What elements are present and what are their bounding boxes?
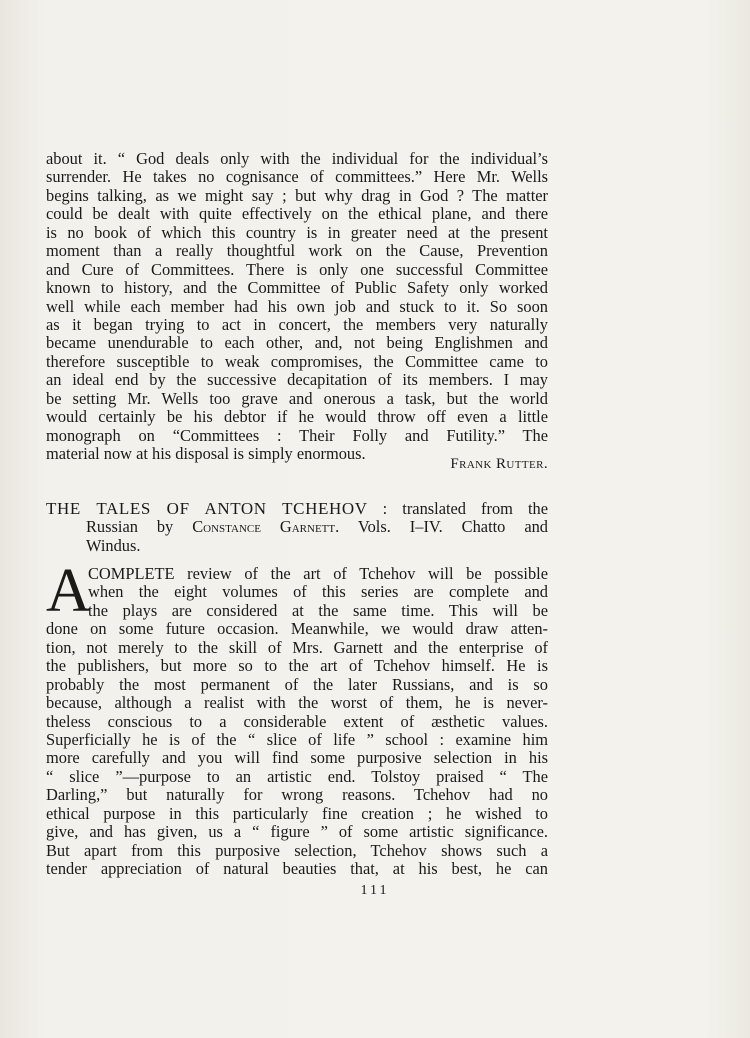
essay-paragraph (46, 150, 548, 463)
essay-line: be setting Mr. Wells too grave and onerous a task, but the world (46, 388, 548, 408)
essay-line: well while each member had his own job and stuck to it. So soon (46, 296, 548, 316)
review-heading-text: Russian by (86, 517, 193, 537)
review-line: the plays are considered at the same time. This will be (88, 600, 548, 620)
essay-line: moment than a really thoughtful work on the Cause, Prevention (46, 241, 548, 261)
review-line: tion, not merely to the skill of Mrs. Garnett and the enterprise of (46, 637, 548, 657)
review-line: give, and has given, us a “ figure ” of some artistic significance. (46, 822, 548, 842)
essay-line: about it. “ God deals only with the individual for the individual’s (46, 149, 548, 168)
review-book-title: THE TALES OF ANTON TCHEHOV (46, 499, 368, 518)
review-line: more carefully and you will find some purposive selection in his (46, 748, 548, 768)
essay-line: surrender. He takes no cognisance of committees.” Here Mr. Wells (46, 167, 548, 187)
essay-line: became unendurable to each other, and, not being Englishmen and (46, 333, 548, 353)
review-line: ethical purpose in this particularly fine creation ; he wished to (46, 803, 548, 823)
review-line: theless conscious to a considerable extent of æsthetic values. (46, 711, 548, 731)
review-heading (46, 500, 548, 555)
essay-line: would certainly be his debtor if he would throw off even a little (46, 407, 548, 427)
review-heading-line (46, 518, 548, 536)
essay-line: known to history, and the Committee of Public Safety only worked (46, 278, 548, 298)
review-line: the publishers, but more so to the art of Tchehov himself. He is (46, 656, 548, 676)
review-line: because, although a realist with the worst of them, he is never- (46, 693, 548, 713)
essay-line: begins talking, as we might say ; but why drag in God ? The matter (46, 185, 548, 205)
drop-cap: A (46, 557, 91, 625)
essay-line: and Cure of Committees. There is only one successful Committee (46, 259, 548, 279)
essay-line: material now at his disposal is simply enormous. (46, 444, 366, 463)
essay-line: is no book of which this country is in greater need at the present (46, 222, 548, 242)
review-line: But apart from this purposive selection, Tchehov shows such a (46, 840, 548, 860)
review-line: Darling,” but naturally for wrong reasons. Tchehov had no (46, 785, 548, 805)
review-translator: Constance Garnett (192, 517, 336, 537)
essay-line: therefore susceptible to weak compromises, the Committee came to (46, 351, 548, 371)
review-line: tender appreciation of natural beauties that, at his best, he can (46, 859, 548, 878)
author-signature: Frank Rutter. (450, 456, 548, 472)
essay-line: as it began trying to act in concert, the members very naturally (46, 314, 548, 334)
essay-line: could be dealt with quite effectively on the ethical plane, and there (46, 204, 548, 224)
review-line: probably the most permanent of the later Russians, and is so (46, 674, 548, 694)
review-heading-text: : translated from the (367, 499, 548, 518)
review-line: “ slice ”—purpose to an artistic end. Tolstoy praised “ The (46, 766, 548, 786)
review-line: done on some future occasion. Meanwhile, we would draw atten- (46, 619, 548, 639)
review-heading-text: . Vols. I–IV. Chatto and (335, 517, 548, 537)
review-line: COMPLETE review of the art of Tchehov will be possible (88, 564, 548, 583)
review-line: Superficially he is of the “ slice of life ” school : examine him (46, 729, 548, 749)
review-heading-line (46, 500, 548, 518)
review-line: when the eight volumes of this series are complete and (88, 582, 548, 602)
essay-line: monograph on “Committees : Their Folly and Futility.” The (46, 425, 548, 445)
page-number: 111 (360, 883, 390, 898)
essay-line: an ideal end by the successive decapitation of its members. I may (46, 370, 548, 390)
review-text (46, 557, 548, 878)
review-heading-line: Windus. (86, 535, 141, 555)
essay-text (46, 150, 548, 463)
